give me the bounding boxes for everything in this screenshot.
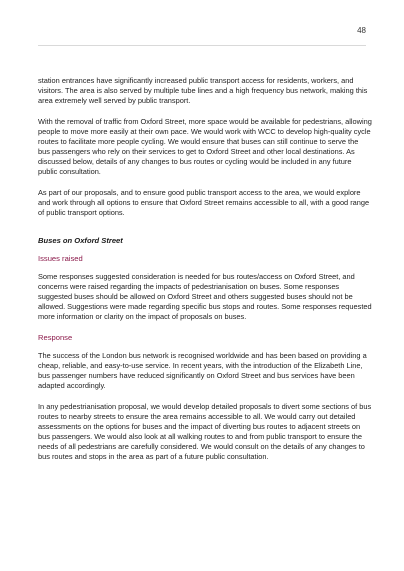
response-heading: Response	[38, 333, 73, 342]
response-paragraph: The success of the London bus network is recognised worldwide and has been based on providing a cheap, reliable, and easy-to-use service. In recent years, with the introduction of the Elizabeth Line, bus passenger numbers have reduced significantly on Oxford Street and bus services have been adapted accordingly.	[38, 351, 367, 390]
body-paragraph: As part of our proposals, and to ensure good public transport access to the area, we would explore and work through all options to ensure that Oxford Street remains accessible to all, with a good range of public transport options.	[38, 188, 370, 217]
section-title: Buses on Oxford Street	[38, 236, 123, 245]
header-divider	[38, 45, 366, 46]
body-paragraph: station entrances have significantly increased public transport access for residents, workers, and visitors. The area is also served by multiple tube lines and a high frequency bus network, making this area extremely well served by public transport.	[38, 76, 368, 105]
page-content	[38, 76, 372, 473]
body-paragraph: With the removal of traffic from Oxford Street, more space would be available for pedestrians, allowing people to move more easily at their own pace. We would work with WCC to develop high-quality cycle routes to facilitate more people cycling. We would ensure that buses can still continue to serve the bus passengers who rely on their services to get to Oxford Street and other local destinations. As discussed below, details of any changes to bus routes or cycling would be included in any future public consultation.	[38, 117, 372, 176]
issues-raised-heading: Issues raised	[38, 254, 83, 263]
issues-paragraph: Some responses suggested consideration is needed for bus routes/access on Oxford Street, and concerns were raised regarding the impacts of pedestrianisation on buses. Some responses suggested buses should be allowed on Oxford Street and others suggested buses should not be allowed. Suggestions were made regarding specific bus stops and routes. Some responses requested more information or clarity on the impact of proposals on buses.	[38, 272, 372, 321]
response-paragraph: In any pedestrianisation proposal, we would develop detailed proposals to divert some sections of bus routes to nearby streets to ensure the area remains accessible to all. We would carry out detailed assessments on the options for buses and the impact of diverting bus routes to adjacent streets on bus passengers. We would also look at all walking routes to and from public transport to ensure the needs of all pedestrians are carefully considered. We would consult on the details of any changes to bus routes and stops in the area as part of a future public consultation.	[38, 402, 372, 461]
page-number: 48	[357, 26, 366, 35]
